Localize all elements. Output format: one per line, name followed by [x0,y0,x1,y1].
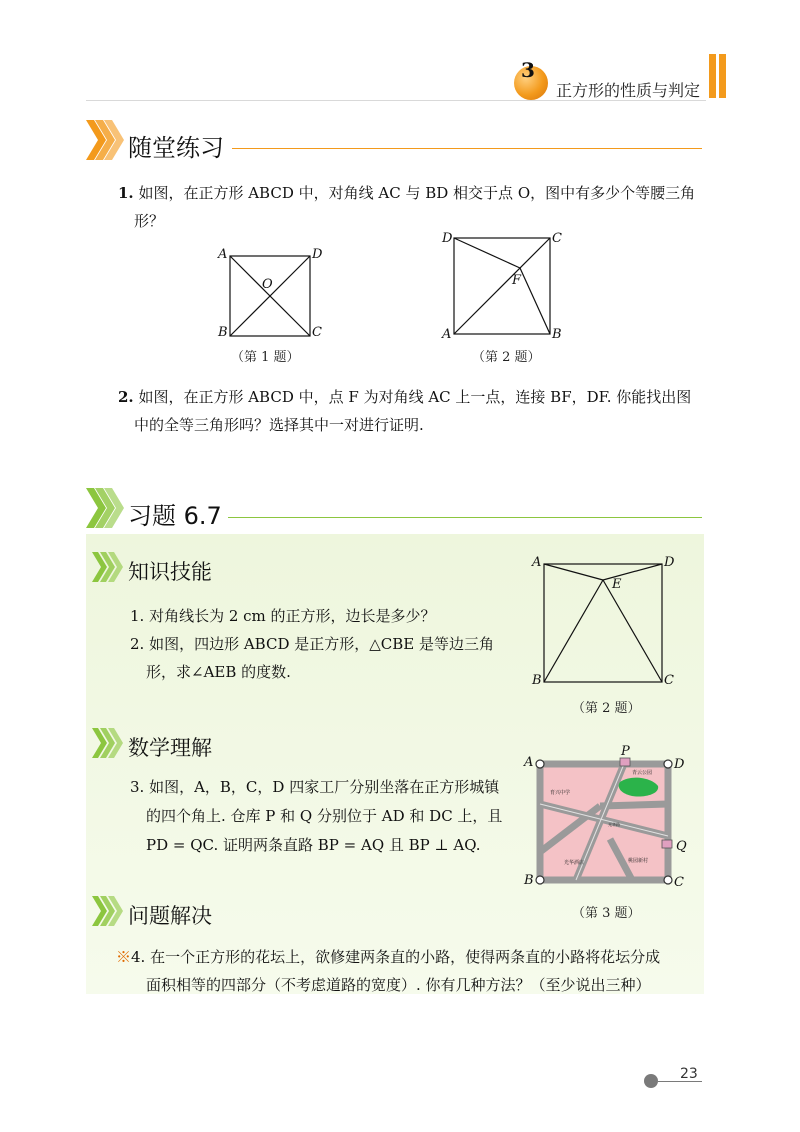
math-chevron-icon [92,728,124,758]
town-map-figure [520,744,690,894]
ex-fig2-label-B: B [532,673,542,688]
fig2-label-A: A [442,327,452,342]
practice-title: 随堂练习 [128,134,224,162]
fig2-label-C: C [552,231,562,246]
fig1-label-O: O [262,277,273,292]
q4-mark: ※ [116,948,132,966]
knowledge-q2-line1: 2. 如图，四边形 ABCD 是正方形，△CBE 是等边三角 [130,635,495,653]
math-title: 数学理解 [128,736,212,760]
chapter-number: 3 [521,58,535,82]
fig1-label-A: A [218,247,228,262]
fig2-caption: （第 2 题） [472,350,541,365]
green-chevron-arrows-icon [86,488,128,528]
map-school-label: 育兴中学 [550,790,571,796]
ex-fig2-label-D: D [664,555,675,570]
ex-fig2-label-C: C [664,673,674,688]
fig2-label-F: F [512,273,522,288]
page-number: 23 [680,1066,698,1082]
fig2-label-B: B [552,327,562,342]
knowledge-q1: 1. 对角线长为 2 cm 的正方形，边长是多少？ [130,607,436,625]
ex-fig2-label-A: A [532,555,542,570]
page-dot [644,1074,658,1088]
problem-title: 问题解决 [128,904,212,928]
header-bar-1 [709,54,716,98]
ex-fig2-caption: （第 2 题） [572,701,641,716]
knowledge-chevron-icon [92,552,124,582]
q2-number: 2. [118,388,134,406]
math-q3-line2: 的四个角上. 仓库 P 和 Q 分别位于 AD 和 DC 上，且 [146,807,503,825]
q2-text: 如图，在正方形 ABCD 中，点 F 为对角线 AC 上一点，连接 BF，DF. 你能找出图 [138,388,692,406]
problem-chevron-icon [92,896,124,926]
header-bar-2 [719,54,726,98]
knowledge-title: 知识技能 [128,560,212,584]
map-label-B: B [524,873,534,888]
exercise-figure-2 [528,552,678,688]
q1-text: 如图，在正方形 ABCD 中，对角线 AC 与 BD 相交于点 O，图中有多少个等腰三角 [138,184,696,202]
map-park-label: 青云公园 [632,770,653,776]
exercise-rule [228,517,702,518]
exercise-title: 习题 6.7 [128,502,222,530]
practice-rule [232,148,702,149]
chapter-title: 正方形的性质与判定 [556,81,701,100]
map-label-Q: Q [676,839,687,854]
fig1-label-C: C [312,325,322,340]
q1-number: 1. [118,184,134,202]
practice-q2-line2: 中的全等三角形吗？选择其中一对进行证明. [134,416,424,434]
problem-q4-line2: 面积相等的四部分（不考虑道路的宽度）. 你有几种方法？（至少说出三种） [146,976,651,994]
map-label-C: C [674,875,684,890]
fig1-label-D: D [312,247,323,262]
math-q3-line3: PD = QC. 证明两条直路 BP = AQ 且 BP ⊥ AQ. [146,836,481,854]
chevron-arrows-icon [86,120,128,160]
map-label-A: A [524,755,534,770]
figure-1 [216,242,326,342]
map-label-D: D [674,757,685,772]
map-road-label: 光华路 [608,822,620,827]
practice-q2-line1 [118,382,691,412]
header-rule [86,100,706,101]
practice-q1-line1 [118,178,695,208]
map-village-label: 桃园新村 [628,858,649,864]
fig1-caption: （第 1 题） [231,350,300,365]
ex-fig2-label-E: E [612,577,622,592]
q4-text: 4. 在一个正方形的花坛上，欲修建两条直的小路，使得两条直的小路将花坛分成 [131,948,661,966]
practice-q1-line2: 形？ [134,212,165,230]
map-hotel-label: 光华酒店 [564,860,585,866]
map-label-P: P [621,744,630,759]
map-caption: （第 3 题） [572,906,641,921]
problem-q4-line1 [116,942,660,972]
fig1-label-B: B [218,325,228,340]
fig2-label-D: D [442,231,453,246]
figure-2 [440,228,570,344]
math-q3-line1: 3. 如图，A，B，C，D 四家工厂分别坐落在正方形城镇 [130,778,500,796]
knowledge-q2-line2: 形，求∠AEB 的度数. [146,663,291,681]
